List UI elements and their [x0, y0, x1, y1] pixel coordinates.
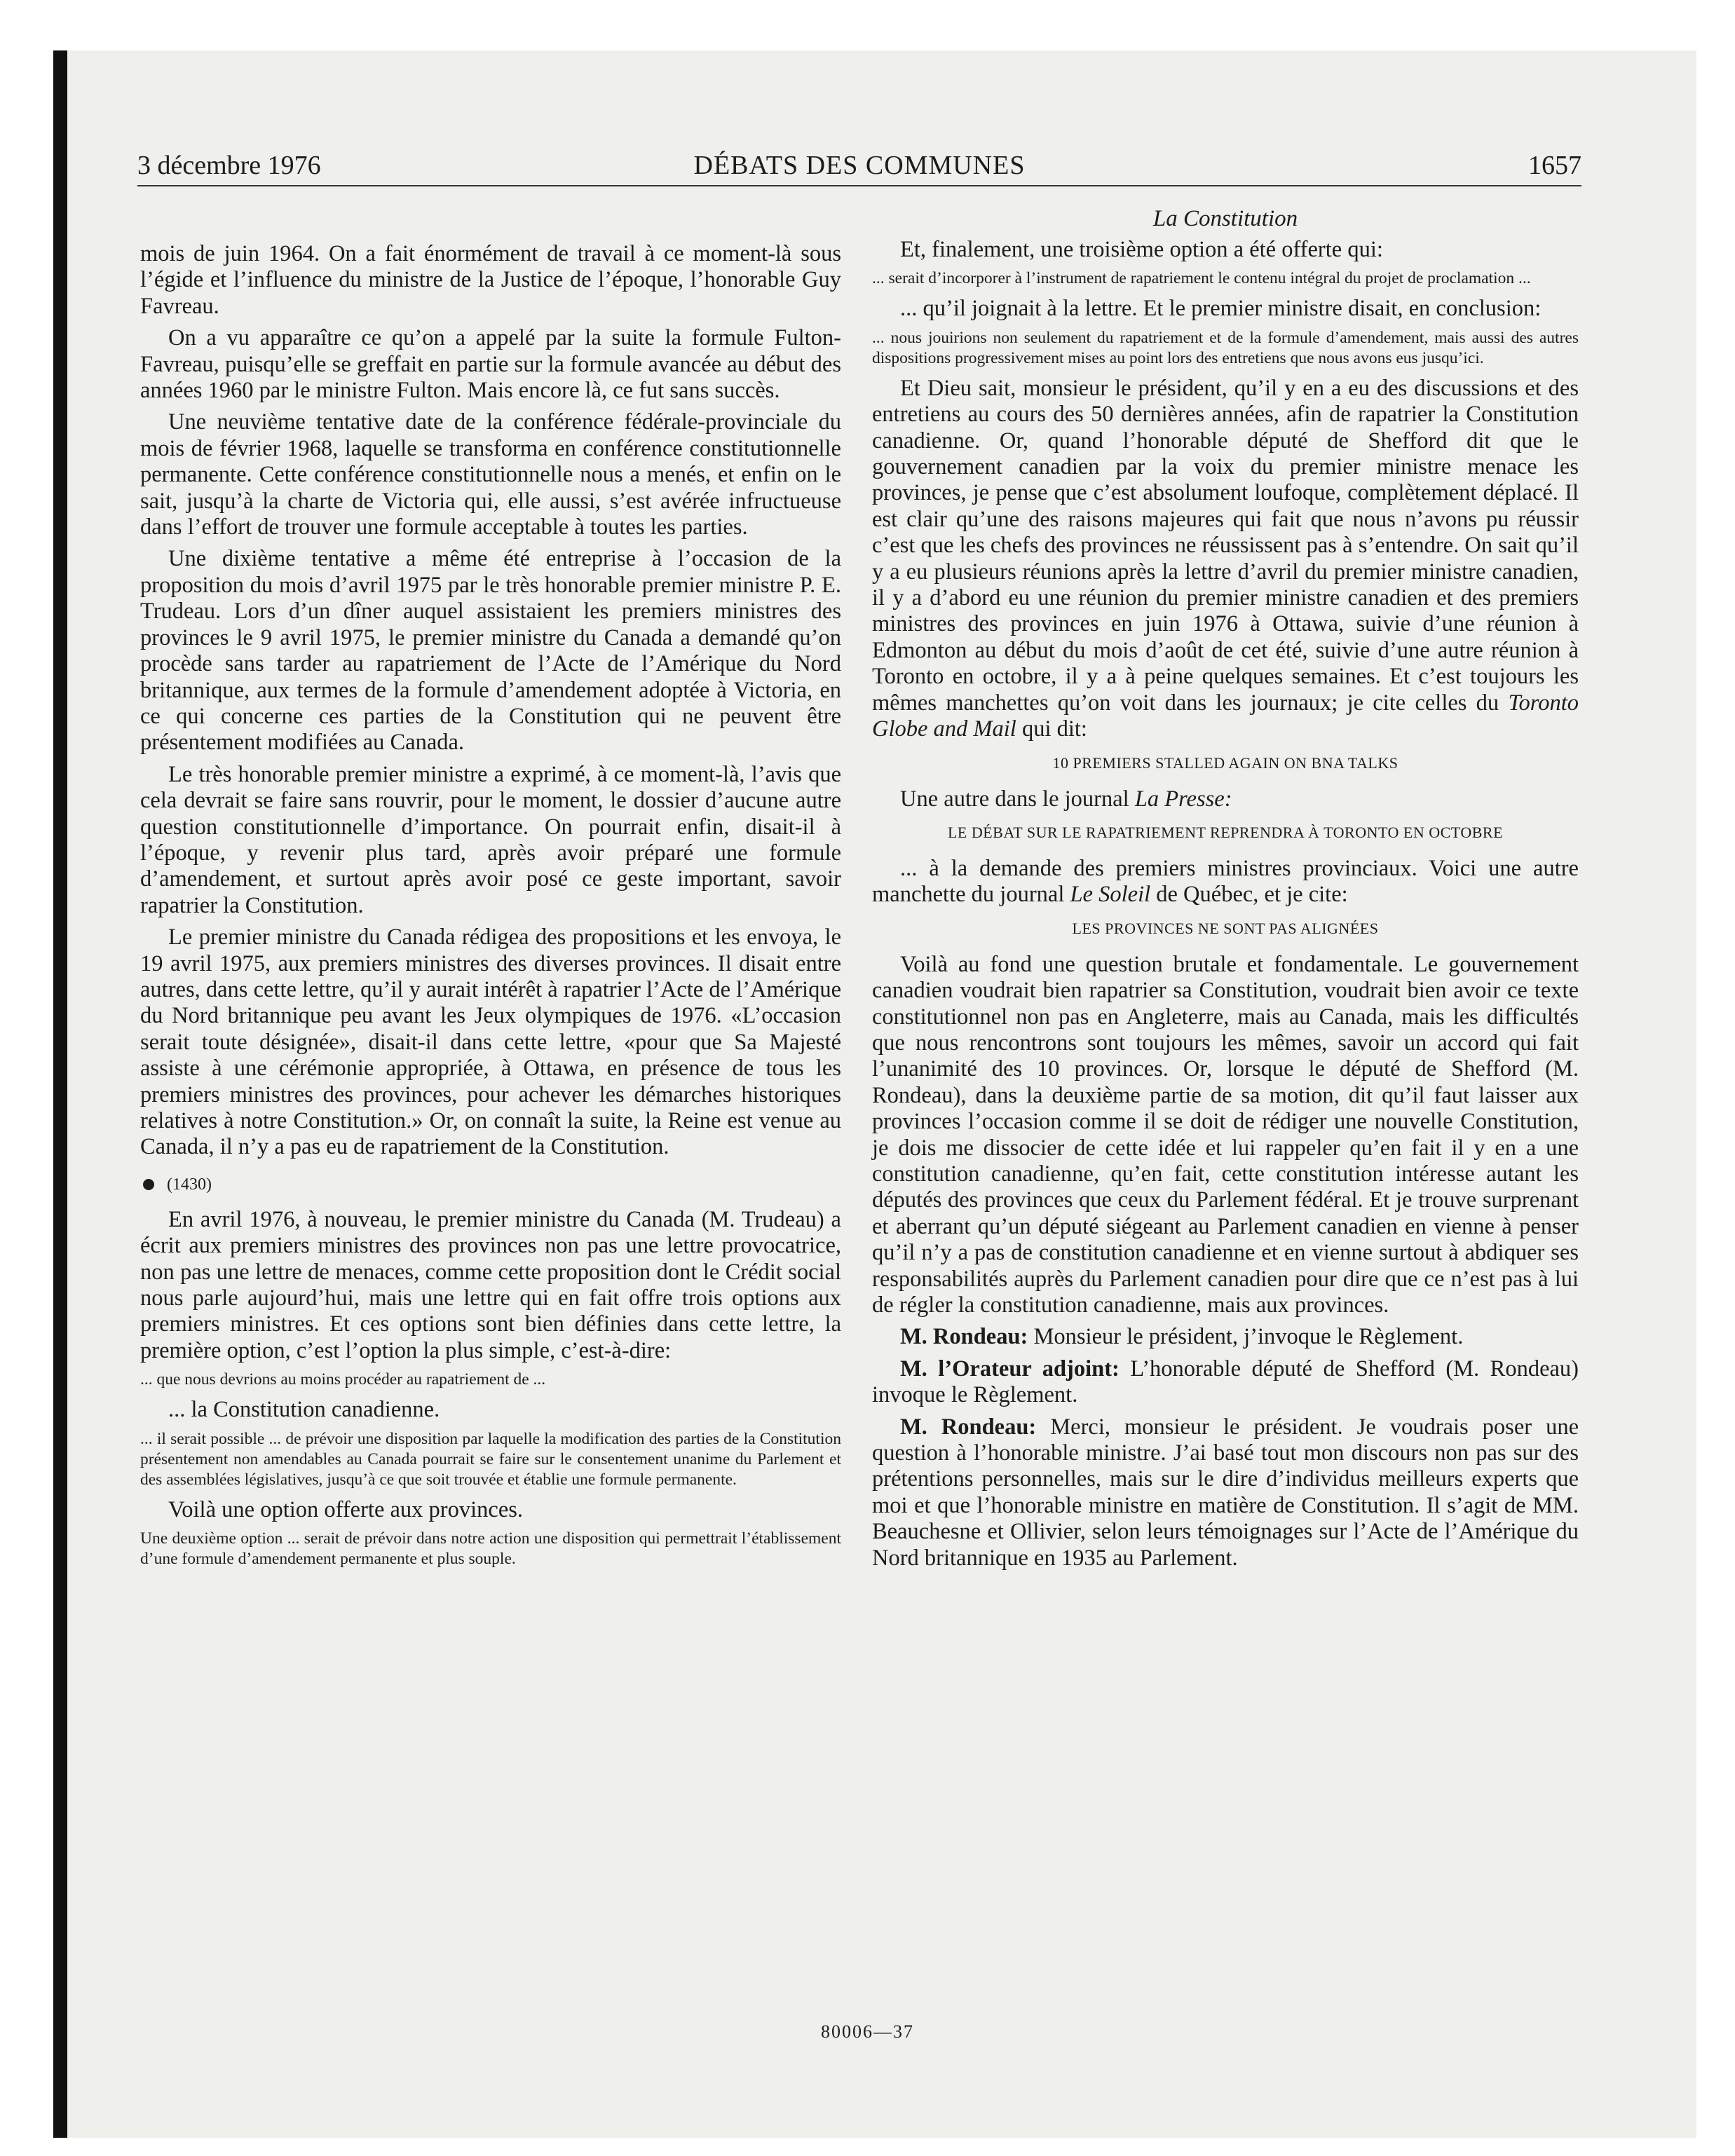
paragraph: Voilà au fond une question brutale et fondamentale. Le gouvernement canadien voudrait bien rapatrier sa Constitution, voudrait bien avoir ce texte constitutionnel non pas en Angleterre, mais au Canada, mais les difficultés que nous rencontrons sont toujours les mêmes, savoir un accord qui fait l’unanimité des 10 provinces. Or, lorsque le député de Shefford (M. Rondeau), dans la deuxième partie de sa motion, dit qu’il faut laisser aux provinces l’occasion comme il se doit de rédiger une nouvelle Constitution, je dois me dissocier de cette idée et lui rappeler qu’en fait il y en a une constitution canadienne, qu’en fait, cette constitution intéresse autant les députés des provinces que ceux du Parlement fédéral. Et je trouve surprenant et aberrant qu’un député siégeant au Parlement canadien en vienne à penser qu’il n’y a pas de constitution canadienne et en vienne surtout à abdiquer ses responsabilités auprès du Parlement canadien pour dire que ce n’est pas à lui de régler la constitution canadienne, mais aux provinces. [872, 951, 1579, 1318]
newspaper-headline: 10 PREMIERS STALLED AGAIN ON BNA TALKS [1052, 753, 1399, 772]
bullet-icon [143, 1179, 154, 1190]
newspaper-name: La Presse: [1134, 786, 1232, 812]
quotation: ... que nous devrions au moins procéder au rapatriement de ... [140, 1370, 546, 1389]
paragraph [872, 376, 1579, 743]
newspaper-name: Toronto Globe and Mail [872, 690, 1579, 742]
paragraph-text: Une autre dans le journal [900, 786, 1129, 812]
paragraph: On a vu apparaître ce qu’on a appelé par la suite la formule Fulton-Favreau, puisqu’elle se greffait en partie sur la formule avancée au début des années 1960 par le ministre Fulton. Mais encore là, ce fut sans succès. [140, 325, 841, 404]
section-title: La Constitution [1152, 206, 1298, 231]
speaker-name: M. l’Orateur adjoint: [900, 1356, 1120, 1381]
paragraph: mois de juin 1964. On a fait énormément de travail à ce moment-là sous l’égide et l’influence du ministre de la Justice de l’époque, l’honorable Guy Favreau. [140, 241, 841, 319]
header-page-number: 1657 [1528, 151, 1581, 180]
right-column [872, 205, 1579, 1577]
newspaper-headline: LES PROVINCES NE SONT PAS ALIGNÉES [1072, 919, 1379, 937]
speech [872, 1356, 1579, 1409]
paragraph: ... qu’il joignait à la lettre. Et le premier ministre disait, en conclusion: [900, 296, 1542, 322]
left-column [140, 241, 841, 1576]
paragraph: Le premier ministre du Canada rédigea des propositions et les envoya, le 19 avril 1975, aux premiers ministres des diverses provinces. Il disait entre autres, dans cette lettre, qu’il y aurait intérêt à rapatrier l’Acte de l’Amérique du Nord britannique peu avant les Jeux olympiques de 1976. «L’occasion serait toute désignée», disait-il dans cette lettre, «pour que Sa Majesté assiste à une cérémonie appropriée, à Ottawa, en présence de tous les premiers ministres des provinces, pour achever les démarches historiques relatives à notre Constitution.» Or, on connaît la suite, la Reine est venue au Canada, il n’y a pas eu de rapatriement de la Constitution. [140, 925, 841, 1160]
quotation: ... nous jouirions non seulement du rapatriement et de la formule d’amendement, mais aussi des autres dispositions progressivement mises au point lors des entretiens que nous avons eus jusqu’ici. [872, 328, 1579, 367]
time-marker-text: (1430) [167, 1175, 212, 1194]
quotation: ... serait d’incorporer à l’instrument de rapatriement le contenu intégral du projet de proclamation ... [872, 269, 1531, 288]
paragraph: Voilà une option offerte aux provinces. [168, 1496, 524, 1522]
page-header [137, 146, 1581, 188]
paragraph-text: de Québec, et je cite: [1156, 882, 1348, 908]
header-title: DÉBATS DES COMMUNES [693, 151, 1026, 180]
quotation: Une deuxième option ... serait de prévoir dans notre action une disposition qui permettrait l’établissement d’une formule d’amendement permanente et plus souple. [140, 1529, 841, 1569]
newspaper-headline: LE DÉBAT SUR LE RAPATRIEMENT REPRENDRA À TORONTO EN OCTOBRE [947, 823, 1504, 841]
time-marker [140, 1171, 841, 1199]
paragraph: Et, finalement, une troisième option a été offerte qui: [900, 237, 1383, 262]
paragraph: Le très honorable premier ministre a exprimé, à ce moment-là, l’avis que cela devrait se faire sans rouvrir, pour le moment, le dossier d’aucune autre question constitutionnelle d’importance. On pourrait enfin, disait-il à l’époque, y revenir plus tard, après avoir préparé une formule d’amendement, et surtout après avoir posé ce geste important, savoir rapatrier la Constitution. [140, 761, 841, 918]
header-date: 3 décembre 1976 [137, 151, 321, 180]
paragraph-text: ... à la demande des premiers ministres provinciaux. Voici une autre manchette du journal [872, 855, 1579, 908]
speech [872, 1324, 1579, 1350]
speech-text: Monsieur le président, j’invoque le Règlement. [1033, 1324, 1464, 1350]
speaker-name: M. Rondeau: [900, 1414, 1037, 1440]
speaker-name: M. Rondeau: [900, 1324, 1028, 1350]
speech [872, 1414, 1579, 1571]
speech-text: L’honorable député de Shefford (M. Rondeau) invoque le Règlement. [872, 1356, 1579, 1408]
quotation: ... il serait possible ... de prévoir une disposition par laquelle la modification des parties de la Constitution présentement non amendables au Canada pourrait se faire sur le consentement unanime du Parlement et des assemblées législatives, jusqu’à ce que soit trouvée et établie une formule permanente. [140, 1429, 841, 1489]
paragraph: Une dixième tentative a même été entreprise à l’occasion de la proposition du mois d’avril 1975 par le très honorable premier ministre P. E. Trudeau. Lors d’un dîner auquel assistaient les premiers ministres des provinces le 9 avril 1975, le premier ministre du Canada a demandé qu’on procède sans tarder au rapatriement de l’Acte de l’Amérique du Nord britannique, aux termes de la formule d’amendement adoptée à Victoria, en ce qui concerne ces parties de la Constitution qui ne peuvent être présentement modifiées au Canada. [140, 546, 841, 756]
paragraph [872, 856, 1579, 908]
paragraph-text: qui dit: [1021, 716, 1087, 742]
paragraph: En avril 1976, à nouveau, le premier ministre du Canada (M. Trudeau) a écrit aux premiers ministres des provinces non pas une lettre provocatrice, non pas une lettre de menaces, comme cette proposition dont le Crédit social nous parle aujourd’hui, mais une lettre qui en fait offre trois options aux premiers ministres. Et ces options sont bien définies dans cette lettre, la première option, c’est l’option la plus simple, c’est-à-dire: [140, 1206, 841, 1363]
paragraph-text: Et Dieu sait, monsieur le président, qu’il y en a eu des discussions et des entretiens au cours des 50 dernières années, afin de rapatrier la Constitution canadienne. Or, quand l’honorable député de Shefford dit que le gouvernement canadien par la voix du premier ministre menace les provinces, je pense que c’est absolument loufoque, complètement déplacé. Il est clair qu’une des raisons majeures qui fait que nous n’avons pu réussir c’est que les chefs des provinces ne réussissent pas à s’entendre. On sait qu’il y a eu plusieurs réunions après la lettre d’avril du premier ministre canadien, il y a d’abord eu une réunion du premier ministre canadien et des premiers ministres des provinces en juin 1976 à Ottawa, suivie d’une réunion à Edmonton au début du mois d’août de cet été, suivie d’une autre réunion à Toronto en octobre, il y a à peine quelques semaines. Et c’est toujours les mêmes manchettes qu’on voit dans les journaux; je cite celles du [872, 375, 1579, 716]
newspaper-name: Le Soleil [1070, 882, 1151, 908]
speech-text: Merci, monsieur le président. Je voudrais poser une question à l’honorable ministre. J’ai basé tout mon discours non pas sur des prétentions personnelles, mais sur le dire d’individus meilleurs experts que moi et que l’honorable ministre en matière de Constitution. Il s’agit de MM. Beauchesne et Ollivier, selon leurs témoignages sur l’Acte de l’Amérique du Nord britannique en 1935 au Parlement. [872, 1414, 1579, 1571]
paragraph: Une neuvième tentative date de la conférence fédérale-provinciale du mois de février 1968, laquelle se transforma en conférence constitutionnelle permanente. Cette conférence constitutionnelle nous a menés, et enfin on le sait, jusqu’à la charte de Victoria qui, elle aussi, s’est avérée infructueuse dans l’effort de trouver une formule acceptable à toutes les parties. [140, 409, 841, 540]
paragraph: ... la Constitution canadienne. [168, 1397, 440, 1423]
header-rule [137, 185, 1581, 186]
footer-code: 80006—37 [821, 2021, 914, 2042]
paragraph [872, 786, 1579, 812]
